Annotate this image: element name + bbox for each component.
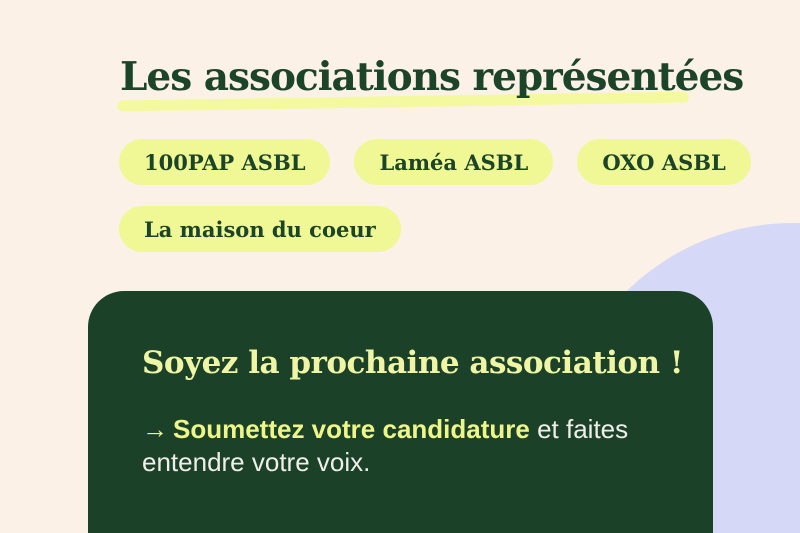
pill-row-1	[119, 139, 751, 185]
association-pill-oxo: OXO ASBL	[577, 139, 750, 185]
candidature-link[interactable]: Soumettez votre candidature	[173, 414, 530, 444]
association-pill-maison-du-coeur: La maison du coeur	[119, 206, 401, 252]
page-title: Les associations représentées	[120, 54, 744, 100]
association-pill-100pap: 100PAP ASBL	[119, 139, 330, 185]
pill-row-2	[119, 206, 751, 252]
cta-card	[88, 291, 713, 533]
arrow-right-icon: →	[142, 414, 168, 444]
association-pill-list	[119, 139, 751, 273]
cta-title: Soyez la prochaine association !	[142, 345, 683, 381]
cta-text-rest: et faites entendre votre voix.	[142, 414, 629, 477]
cta-text	[142, 413, 663, 479]
association-pill-lamea: Laméa ASBL	[354, 139, 553, 185]
